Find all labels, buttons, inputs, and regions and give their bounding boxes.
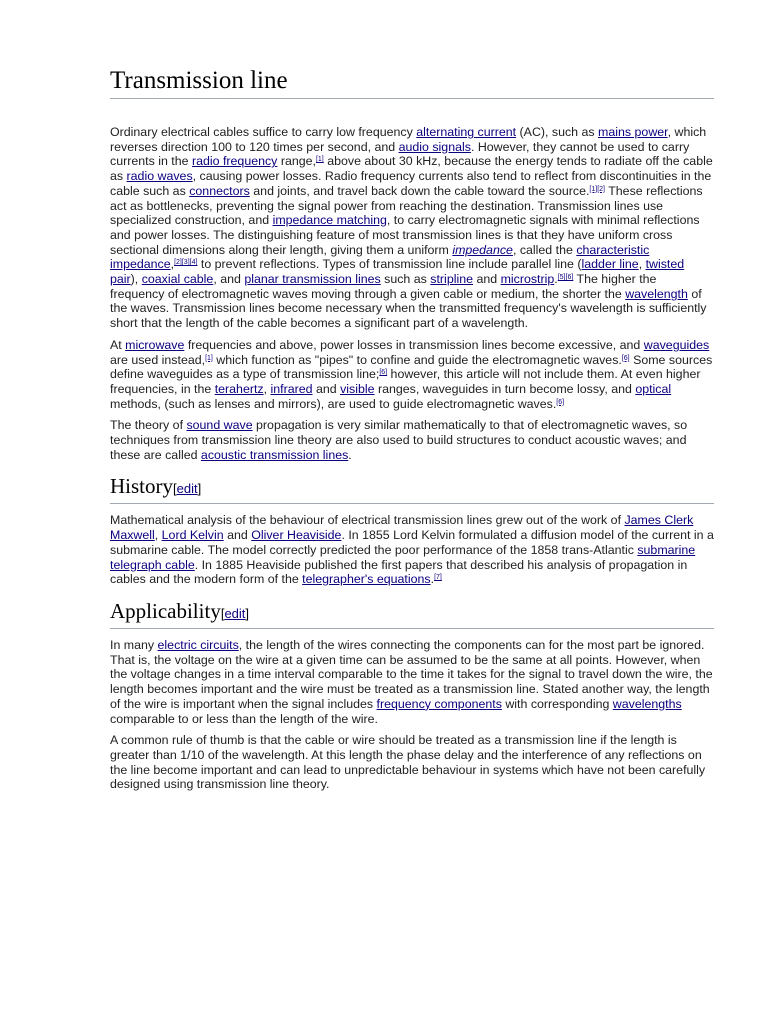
- text: range,: [277, 154, 316, 169]
- edit-link[interactable]: edit: [224, 605, 246, 621]
- applicability-paragraph-1: [110, 638, 714, 726]
- text: are used instead,: [110, 352, 206, 367]
- citation-link[interactable]: [1][2]: [589, 185, 605, 193]
- intro-paragraph-2: [110, 338, 714, 412]
- text: ,: [154, 528, 162, 543]
- text: (AC), such as: [516, 125, 599, 139]
- link-visible[interactable]: visible: [340, 381, 375, 396]
- section-title: Applicability: [110, 598, 221, 623]
- text: comparable to or less than the length of the wire.: [110, 711, 378, 726]
- text: methods, (such as lenses and mirrors), are used to guide electromagnetic waves.: [110, 396, 557, 411]
- article: [110, 66, 714, 799]
- link-twisted-pair[interactable]: twisted pair: [110, 257, 685, 287]
- text: At: [110, 337, 126, 352]
- text: with corresponding: [501, 696, 613, 711]
- citation-link[interactable]: [6]: [621, 354, 630, 362]
- text: . However, they cannot be used to carry currents in the: [110, 139, 690, 169]
- text: which function as "pipes" to confine and guide the electromagnetic waves.: [212, 352, 622, 367]
- citation-link[interactable]: [6]: [556, 398, 565, 406]
- text: A common rule of thumb is that the cable or wire should be treated as a transmission line if the length is greater than 1/10 of the wavelength. At this length the phase delay and the interference of any reflections on the line become important and can lead to unpredictable behaviour in systems which have not been carefully designed using transmission line theory.: [110, 733, 706, 792]
- text: The theory of: [110, 418, 187, 433]
- edit-link[interactable]: edit: [176, 481, 198, 497]
- citation-link[interactable]: [6]: [379, 369, 388, 377]
- text: , the length of the wires connecting the components can for the most part be ignored. That is, the voltage on the wire at a given time can be assumed to be the same at all points. However, when the voltage changes in a time interval comparable to the time it takes for the signal to travel down the wire, the length becomes important and the wire must be treated as a transmission line. Stated another way, the length of the wire is important when the signal includes: [110, 637, 713, 711]
- section-title: History: [110, 474, 173, 499]
- link-impedance-matching[interactable]: impedance matching: [272, 213, 387, 228]
- text: ,: [263, 381, 271, 396]
- text: , which reverses direction 100 to 120 times per second, and: [110, 125, 707, 154]
- link-connectors[interactable]: connectors: [189, 183, 250, 198]
- text: and: [473, 272, 501, 287]
- citation-link[interactable]: [5][6]: [557, 274, 574, 282]
- citation-link[interactable]: [1]: [315, 156, 324, 164]
- link-wavelengths[interactable]: wavelengths: [612, 696, 682, 711]
- link-characteristic-impedance[interactable]: characteristic impedance: [110, 242, 650, 272]
- text: .: [554, 272, 558, 287]
- section-heading-applicability: [110, 598, 714, 629]
- citation-link[interactable]: [7]: [434, 574, 442, 582]
- history-paragraph-1: [110, 513, 714, 587]
- link-sound-wave[interactable]: sound wave: [186, 418, 253, 433]
- link-submarine-telegraph-cable[interactable]: submarine telegraph cable: [110, 542, 696, 572]
- text: to prevent reflections. Types of transmission line include parallel line (: [197, 257, 582, 272]
- citation-link[interactable]: [2][3][4]: [174, 259, 198, 267]
- link-alternating-current[interactable]: alternating current: [416, 125, 517, 139]
- link-planar-transmission-lines[interactable]: planar transmission lines: [244, 272, 381, 287]
- text: , and: [213, 272, 245, 287]
- link-electric-circuits[interactable]: electric circuits: [157, 637, 239, 652]
- text: . In 1885 Heaviside published the first papers that described his analysis of propagation in cables and the modern form of the: [110, 557, 688, 587]
- section-heading-history: [110, 473, 714, 504]
- link-telegraphers-equations[interactable]: telegrapher's equations: [302, 572, 431, 587]
- text: propagation is very similar mathematically to that of electromagnetic waves, so techniques from transmission line theory are also used to build structures to conduct acoustic waves; and these are called: [110, 418, 688, 462]
- text: of the waves. Transmission lines become necessary when the transmitted frequency's wavelength is sufficiently short that the length of the cable becomes a significant part of a wavelength.: [110, 286, 707, 331]
- edit-section-link: [edit]: [220, 605, 250, 621]
- intro-paragraph-3: [110, 418, 714, 462]
- text: .: [430, 572, 435, 587]
- link-lord-kelvin[interactable]: Lord Kelvin: [161, 528, 224, 543]
- link-stripline[interactable]: stripline: [430, 272, 473, 287]
- link-microwave[interactable]: microwave: [125, 337, 185, 352]
- text: These reflections act as bottlenecks, preventing the signal power from reaching the destination. Transmission lines use specialized construction, and: [110, 183, 703, 228]
- link-coaxial-cable[interactable]: coaxial cable: [141, 272, 214, 287]
- text: . In 1855 Lord Kelvin formulated a diffusion model of the current in a submarine cable. The model correctly predicted the poor performance of the 1858 trans-Atlantic: [110, 528, 714, 557]
- link-oliver-heaviside[interactable]: Oliver Heaviside: [251, 528, 342, 543]
- text: frequencies and above, power losses in transmission lines become excessive, and: [184, 337, 644, 352]
- link-audio-signals[interactable]: audio signals: [398, 139, 471, 154]
- text: however, this article will not include them. At even higher frequencies, in the: [110, 367, 701, 396]
- text: such as: [380, 272, 431, 287]
- link-acoustic-transmission-lines[interactable]: acoustic transmission lines: [200, 447, 349, 462]
- citation-link[interactable]: [1]: [205, 354, 213, 362]
- text: .: [348, 447, 352, 462]
- link-waveguides[interactable]: waveguides: [643, 337, 710, 352]
- text: Mathematical analysis of the behaviour of electrical transmission lines grew out of the work of: [110, 513, 625, 528]
- link-wavelength[interactable]: wavelength: [625, 286, 688, 301]
- page-title: Transmission line: [110, 66, 714, 99]
- link-ladder-line[interactable]: ladder line: [581, 257, 639, 272]
- link-frequency-components[interactable]: frequency components: [376, 696, 502, 711]
- text: , causing power losses. Radio frequency currents also tend to reflect from discontinuities in the cable such as: [110, 169, 712, 198]
- text: Ordinary electrical cables suffice to carry low frequency: [110, 125, 417, 139]
- link-microstrip[interactable]: microstrip: [500, 272, 555, 287]
- link-james-clerk-maxwell[interactable]: James Clerk Maxwell: [110, 513, 694, 543]
- text: , called the: [512, 242, 577, 257]
- text: ,: [638, 257, 646, 272]
- link-infrared[interactable]: infrared: [270, 381, 313, 396]
- text: ),: [130, 272, 142, 287]
- intro-paragraph-1: [110, 125, 714, 331]
- link-impedance[interactable]: impedance: [452, 242, 513, 257]
- text: and joints, and travel back down the cable toward the source.: [249, 183, 590, 198]
- link-mains-power[interactable]: mains power: [598, 125, 668, 139]
- text: and: [312, 381, 341, 396]
- text: and: [223, 528, 252, 543]
- text: The higher the frequency of electromagnetic waves moving through a given cable or medium, the shorter the: [110, 272, 657, 301]
- edit-section-link: [edit]: [173, 481, 202, 497]
- text: In many: [110, 637, 158, 652]
- link-radio-waves[interactable]: radio waves: [126, 169, 193, 184]
- text: , to carry electromagnetic signals with minimal reflections and power losses. The distinguishing feature of most transmission lines is that they have uniform cross sectional dimensions along their length, giving them a uniform: [110, 213, 700, 257]
- text: Some sources define waveguides as a type of transmission line;: [110, 352, 713, 382]
- link-terahertz[interactable]: terahertz: [214, 381, 264, 396]
- text: ranges, waveguides in turn become lossy, and: [374, 381, 636, 396]
- text: above about 30 kHz, because the energy tends to radiate off the cable as: [110, 154, 713, 184]
- applicability-paragraph-2: [110, 733, 714, 792]
- link-optical[interactable]: optical: [635, 381, 672, 396]
- link-radio-frequency[interactable]: radio frequency: [191, 154, 278, 169]
- text: ,: [170, 257, 175, 272]
